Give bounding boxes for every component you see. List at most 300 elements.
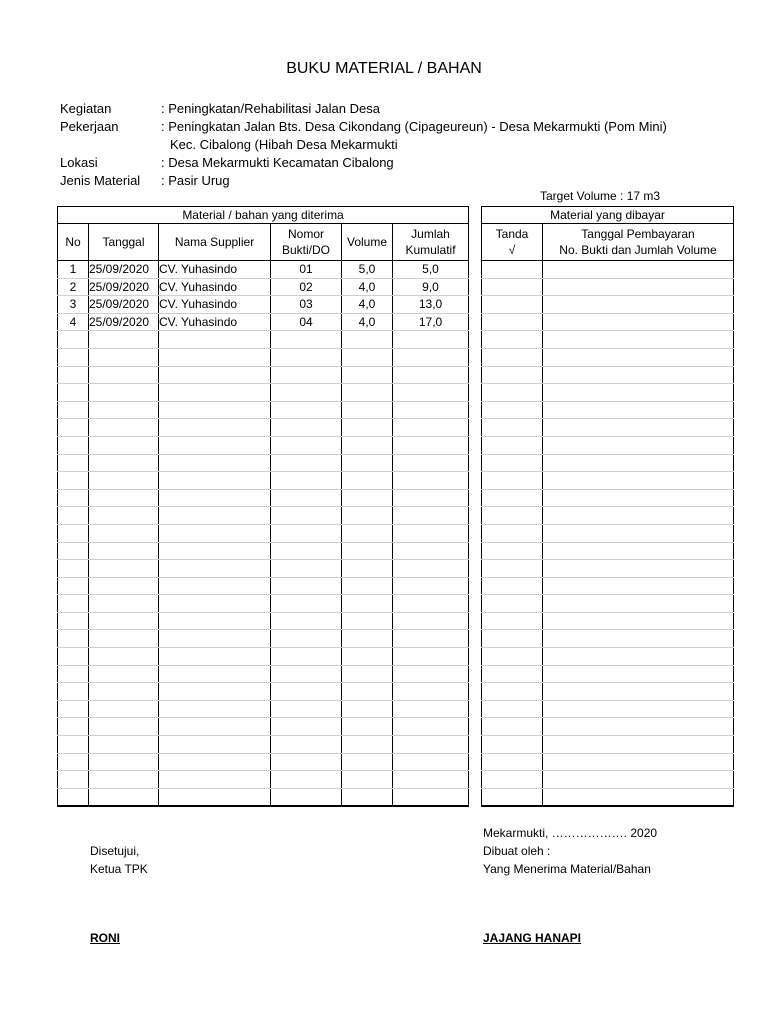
cell-kumulatif — [393, 595, 469, 613]
info-label: Jenis Material — [60, 173, 141, 188]
cell-nomor — [271, 753, 342, 771]
cell-volume — [342, 436, 393, 454]
info-value: : Pasir Urug — [161, 173, 230, 188]
cell-kumulatif — [393, 648, 469, 666]
table-row — [482, 542, 734, 560]
cell-no — [58, 454, 89, 472]
cell-kumulatif — [393, 630, 469, 648]
cell-kumulatif — [393, 612, 469, 630]
info-label: Lokasi — [60, 155, 98, 170]
col-header-jumlah-line1: Jumlah — [411, 227, 450, 241]
table-row — [482, 261, 734, 279]
cell-supplier — [159, 454, 271, 472]
maker-block — [483, 824, 657, 878]
col-header-nomor-line1: Nomor — [287, 227, 324, 241]
cell-tanggal-pembayaran — [543, 436, 734, 454]
cell-tanda — [482, 524, 543, 542]
table-row — [58, 718, 469, 736]
cell-supplier — [159, 489, 271, 507]
col-header-volume: Volume — [342, 224, 393, 261]
cell-no — [58, 736, 89, 754]
cell-tanggal-pembayaran — [543, 736, 734, 754]
cell-tanggal-pembayaran — [543, 753, 734, 771]
table-row — [482, 560, 734, 578]
col-header-tanggal: Tanggal — [89, 224, 159, 261]
table-row — [482, 718, 734, 736]
cell-nomor — [271, 472, 342, 490]
cell-tanda — [482, 472, 543, 490]
cell-nomor — [271, 718, 342, 736]
info-label: Pekerjaan — [60, 119, 119, 134]
cell-volume — [342, 560, 393, 578]
cell-tanggal — [89, 436, 159, 454]
cell-tanda — [482, 507, 543, 525]
cell-volume — [342, 736, 393, 754]
cell-tanda — [482, 788, 543, 806]
info-row-jenis-material — [60, 172, 667, 190]
cell-tanggal — [89, 700, 159, 718]
cell-no — [58, 436, 89, 454]
cell-kumulatif — [393, 472, 469, 490]
table-row — [482, 665, 734, 683]
cell-tanggal-pembayaran — [543, 771, 734, 789]
info-row-lokasi — [60, 154, 667, 172]
cell-nomor — [271, 630, 342, 648]
table-row — [58, 788, 469, 806]
cell-no — [58, 788, 89, 806]
cell-volume — [342, 771, 393, 789]
table-row — [482, 788, 734, 806]
table-row — [482, 683, 734, 701]
cell-tanda — [482, 612, 543, 630]
cell-tanggal — [89, 384, 159, 402]
table-row — [482, 577, 734, 595]
cell-volume — [342, 331, 393, 349]
cell-tanggal — [89, 348, 159, 366]
table-row — [58, 577, 469, 595]
table-row — [58, 630, 469, 648]
cell-kumulatif — [393, 665, 469, 683]
cell-kumulatif: 9,0 — [393, 278, 469, 296]
cell-nomor — [271, 683, 342, 701]
cell-tanda — [482, 489, 543, 507]
cell-supplier — [159, 788, 271, 806]
cell-volume — [342, 753, 393, 771]
cell-supplier — [159, 472, 271, 490]
cell-nomor — [271, 366, 342, 384]
cell-volume — [342, 472, 393, 490]
cell-tanggal-pembayaran — [543, 542, 734, 560]
cell-no — [58, 595, 89, 613]
cell-tanggal: 25/09/2020 — [89, 278, 159, 296]
cell-tanggal-pembayaran — [543, 507, 734, 525]
cell-kumulatif: 13,0 — [393, 296, 469, 314]
cell-tanggal-pembayaran — [543, 718, 734, 736]
table-row — [58, 384, 469, 402]
cell-tanggal — [89, 542, 159, 560]
cell-tanggal-pembayaran — [543, 472, 734, 490]
cell-no — [58, 771, 89, 789]
cell-volume — [342, 366, 393, 384]
cell-volume — [342, 454, 393, 472]
cell-nomor — [271, 612, 342, 630]
cell-tanggal-pembayaran — [543, 419, 734, 437]
cell-tanda — [482, 736, 543, 754]
cell-kumulatif — [393, 524, 469, 542]
received-table-body — [58, 261, 469, 806]
cell-kumulatif — [393, 436, 469, 454]
cell-supplier — [159, 683, 271, 701]
table-row — [58, 507, 469, 525]
cell-no — [58, 384, 89, 402]
table-row — [58, 700, 469, 718]
cell-tanggal-pembayaran — [543, 296, 734, 314]
cell-tanggal — [89, 753, 159, 771]
cell-no: 3 — [58, 296, 89, 314]
table-row — [58, 419, 469, 437]
document-info — [60, 100, 667, 190]
table-row — [58, 348, 469, 366]
cell-tanda — [482, 384, 543, 402]
cell-tanda — [482, 296, 543, 314]
info-row-pekerjaan-cont — [60, 136, 667, 154]
paid-material-table — [481, 206, 734, 807]
cell-tanggal-pembayaran — [543, 384, 734, 402]
cell-tanggal-pembayaran — [543, 348, 734, 366]
cell-supplier — [159, 384, 271, 402]
cell-tanggal-pembayaran — [543, 665, 734, 683]
cell-supplier — [159, 753, 271, 771]
cell-volume — [342, 630, 393, 648]
table-row — [482, 700, 734, 718]
cell-volume — [342, 507, 393, 525]
cell-nomor — [271, 771, 342, 789]
cell-nomor — [271, 507, 342, 525]
cell-kumulatif — [393, 454, 469, 472]
cell-no — [58, 683, 89, 701]
cell-nomor: 02 — [271, 278, 342, 296]
cell-tanda — [482, 683, 543, 701]
table-row — [58, 560, 469, 578]
cell-tanda — [482, 401, 543, 419]
cell-no — [58, 524, 89, 542]
cell-supplier: CV. Yuhasindo — [159, 261, 271, 279]
cell-supplier — [159, 700, 271, 718]
cell-supplier — [159, 595, 271, 613]
cell-tanda — [482, 366, 543, 384]
cell-supplier — [159, 612, 271, 630]
cell-kumulatif — [393, 401, 469, 419]
cell-kumulatif — [393, 718, 469, 736]
cell-volume — [342, 542, 393, 560]
table-row — [482, 595, 734, 613]
cell-tanggal — [89, 401, 159, 419]
cell-kumulatif — [393, 683, 469, 701]
table-row — [58, 472, 469, 490]
table-row — [482, 630, 734, 648]
cell-volume — [342, 612, 393, 630]
col-header-tanggal-pembayaran-line2: No. Bukti dan Jumlah Volume — [559, 243, 717, 257]
table-row — [58, 612, 469, 630]
table-row — [58, 595, 469, 613]
table-row — [482, 278, 734, 296]
cell-volume — [342, 718, 393, 736]
cell-kumulatif — [393, 366, 469, 384]
col-header-no: No — [58, 224, 89, 261]
cell-tanda — [482, 436, 543, 454]
cell-tanggal-pembayaran — [543, 313, 734, 331]
cell-tanggal — [89, 665, 159, 683]
cell-supplier — [159, 401, 271, 419]
table-row — [482, 753, 734, 771]
cell-tanggal — [89, 454, 159, 472]
cell-tanggal — [89, 771, 159, 789]
cell-kumulatif — [393, 507, 469, 525]
cell-tanggal — [89, 648, 159, 666]
cell-supplier — [159, 524, 271, 542]
cell-supplier — [159, 436, 271, 454]
cell-tanggal — [89, 718, 159, 736]
table-row — [482, 313, 734, 331]
cell-no — [58, 560, 89, 578]
cell-kumulatif — [393, 700, 469, 718]
table-row — [482, 507, 734, 525]
cell-no — [58, 718, 89, 736]
cell-kumulatif: 17,0 — [393, 313, 469, 331]
signer-name-right: JAJANG HANAPI — [483, 931, 582, 945]
cell-tanda — [482, 700, 543, 718]
cell-nomor: 01 — [271, 261, 342, 279]
cell-tanda — [482, 648, 543, 666]
cell-nomor — [271, 384, 342, 402]
cell-tanggal-pembayaran — [543, 648, 734, 666]
info-value: : Peningkatan Jalan Bts. Desa Cikondang (Cipageureun) - Desa Mekarmukti (Pom Mini) — [161, 119, 667, 134]
cell-supplier — [159, 648, 271, 666]
cell-volume — [342, 700, 393, 718]
signer-name-left: RONI — [90, 931, 120, 945]
cell-tanda — [482, 313, 543, 331]
cell-kumulatif — [393, 348, 469, 366]
table-row — [482, 419, 734, 437]
cell-no — [58, 331, 89, 349]
cell-kumulatif — [393, 577, 469, 595]
cell-tanda — [482, 419, 543, 437]
cell-tanggal: 25/09/2020 — [89, 261, 159, 279]
table-row — [58, 771, 469, 789]
cell-tanggal-pembayaran — [543, 261, 734, 279]
cell-tanggal — [89, 419, 159, 437]
table-row — [58, 436, 469, 454]
table-row — [58, 278, 469, 296]
cell-supplier — [159, 736, 271, 754]
table-row — [482, 296, 734, 314]
received-group-header: Material / bahan yang diterima — [58, 207, 469, 224]
table-row — [482, 436, 734, 454]
cell-no — [58, 542, 89, 560]
cell-nomor — [271, 595, 342, 613]
cell-supplier — [159, 366, 271, 384]
cell-nomor — [271, 648, 342, 666]
col-header-nomor — [271, 224, 342, 261]
cell-tanggal — [89, 736, 159, 754]
table-row — [482, 401, 734, 419]
cell-nomor — [271, 348, 342, 366]
cell-kumulatif: 5,0 — [393, 261, 469, 279]
cell-volume — [342, 683, 393, 701]
cell-tanda — [482, 278, 543, 296]
table-row — [482, 612, 734, 630]
cell-nomor — [271, 788, 342, 806]
cell-tanggal — [89, 595, 159, 613]
col-header-tanggal-pembayaran-line1: Tanggal Pembayaran — [581, 227, 695, 241]
maker-role: Yang Menerima Material/Bahan — [483, 862, 651, 876]
cell-tanggal-pembayaran — [543, 489, 734, 507]
cell-tanggal-pembayaran — [543, 700, 734, 718]
table-row — [58, 736, 469, 754]
cell-no: 2 — [58, 278, 89, 296]
col-header-tanggal-pembayaran — [543, 224, 734, 261]
cell-nomor — [271, 736, 342, 754]
table-row — [482, 366, 734, 384]
cell-tanggal-pembayaran — [543, 612, 734, 630]
cell-kumulatif — [393, 542, 469, 560]
cell-tanggal — [89, 331, 159, 349]
cell-nomor — [271, 419, 342, 437]
table-row — [58, 648, 469, 666]
cell-volume — [342, 348, 393, 366]
cell-no — [58, 348, 89, 366]
cell-kumulatif — [393, 489, 469, 507]
info-value: : Peningkatan/Rehabilitasi Jalan Desa — [161, 101, 380, 116]
table-row — [482, 472, 734, 490]
cell-no — [58, 401, 89, 419]
cell-tanggal — [89, 788, 159, 806]
cell-tanggal-pembayaran — [543, 278, 734, 296]
approval-block — [90, 842, 148, 878]
cell-tanggal-pembayaran — [543, 454, 734, 472]
cell-supplier — [159, 630, 271, 648]
cell-tanda — [482, 261, 543, 279]
cell-volume: 5,0 — [342, 261, 393, 279]
approval-role: Ketua TPK — [90, 862, 148, 876]
col-header-jumlah-line2: Kumulatif — [405, 243, 456, 257]
cell-tanda — [482, 542, 543, 560]
table-row — [482, 736, 734, 754]
cell-no — [58, 472, 89, 490]
cell-supplier — [159, 419, 271, 437]
cell-tanda — [482, 753, 543, 771]
table-row — [58, 313, 469, 331]
cell-nomor — [271, 436, 342, 454]
table-row — [58, 366, 469, 384]
cell-nomor — [271, 454, 342, 472]
cell-tanggal-pembayaran — [543, 577, 734, 595]
cell-supplier — [159, 771, 271, 789]
table-row — [58, 524, 469, 542]
cell-volume — [342, 577, 393, 595]
cell-tanda — [482, 771, 543, 789]
col-header-supplier: Nama Supplier — [159, 224, 271, 261]
col-header-nomor-line2: Bukti/DO — [281, 243, 330, 257]
cell-no — [58, 700, 89, 718]
cell-nomor — [271, 401, 342, 419]
cell-no — [58, 648, 89, 666]
table-row — [482, 348, 734, 366]
paid-group-header: Material yang dibayar — [482, 207, 734, 224]
cell-supplier — [159, 331, 271, 349]
table-row — [482, 384, 734, 402]
cell-no — [58, 753, 89, 771]
cell-supplier — [159, 507, 271, 525]
cell-no — [58, 630, 89, 648]
col-header-tanda-line1: Tanda — [495, 227, 529, 241]
info-value: Kec. Cibalong (Hibah Desa Mekarmukti — [170, 137, 398, 152]
cell-tanggal — [89, 577, 159, 595]
cell-tanggal-pembayaran — [543, 595, 734, 613]
cell-tanggal: 25/09/2020 — [89, 296, 159, 314]
cell-tanggal-pembayaran — [543, 560, 734, 578]
cell-no: 1 — [58, 261, 89, 279]
cell-tanggal-pembayaran — [543, 630, 734, 648]
received-material-table — [57, 206, 469, 807]
cell-supplier — [159, 665, 271, 683]
cell-volume — [342, 419, 393, 437]
place-date-line: Mekarmukti, ………………. 2020 — [483, 826, 658, 840]
cell-tanggal-pembayaran — [543, 366, 734, 384]
info-row-pekerjaan — [60, 118, 667, 136]
table-row — [58, 331, 469, 349]
table-row — [58, 261, 469, 279]
maker-line: Dibuat oleh : — [483, 844, 551, 858]
cell-no — [58, 419, 89, 437]
info-label: Kegiatan — [60, 101, 112, 116]
col-header-jumlah — [393, 224, 469, 261]
cell-volume — [342, 489, 393, 507]
check-mark-icon: √ — [508, 243, 516, 257]
cell-supplier: CV. Yuhasindo — [159, 296, 271, 314]
cell-no — [58, 507, 89, 525]
cell-volume — [342, 524, 393, 542]
cell-tanggal-pembayaran — [543, 683, 734, 701]
cell-tanggal — [89, 630, 159, 648]
cell-tanggal-pembayaran — [543, 524, 734, 542]
table-row — [58, 296, 469, 314]
table-row — [58, 753, 469, 771]
cell-nomor: 03 — [271, 296, 342, 314]
cell-volume — [342, 648, 393, 666]
cell-supplier: CV. Yuhasindo — [159, 278, 271, 296]
cell-tanggal — [89, 489, 159, 507]
cell-tanggal-pembayaran — [543, 788, 734, 806]
approval-line: Disetujui, — [90, 844, 140, 858]
cell-tanggal-pembayaran — [543, 331, 734, 349]
cell-supplier — [159, 577, 271, 595]
cell-kumulatif — [393, 736, 469, 754]
table-row — [482, 771, 734, 789]
cell-kumulatif — [393, 560, 469, 578]
cell-nomor — [271, 524, 342, 542]
info-label — [60, 136, 161, 154]
cell-no — [58, 577, 89, 595]
cell-tanggal — [89, 507, 159, 525]
cell-tanggal — [89, 683, 159, 701]
cell-no — [58, 665, 89, 683]
cell-volume — [342, 595, 393, 613]
cell-tanda — [482, 454, 543, 472]
info-value: : Desa Mekarmukti Kecamatan Cibalong — [161, 155, 394, 170]
cell-nomor — [271, 542, 342, 560]
table-row — [482, 524, 734, 542]
